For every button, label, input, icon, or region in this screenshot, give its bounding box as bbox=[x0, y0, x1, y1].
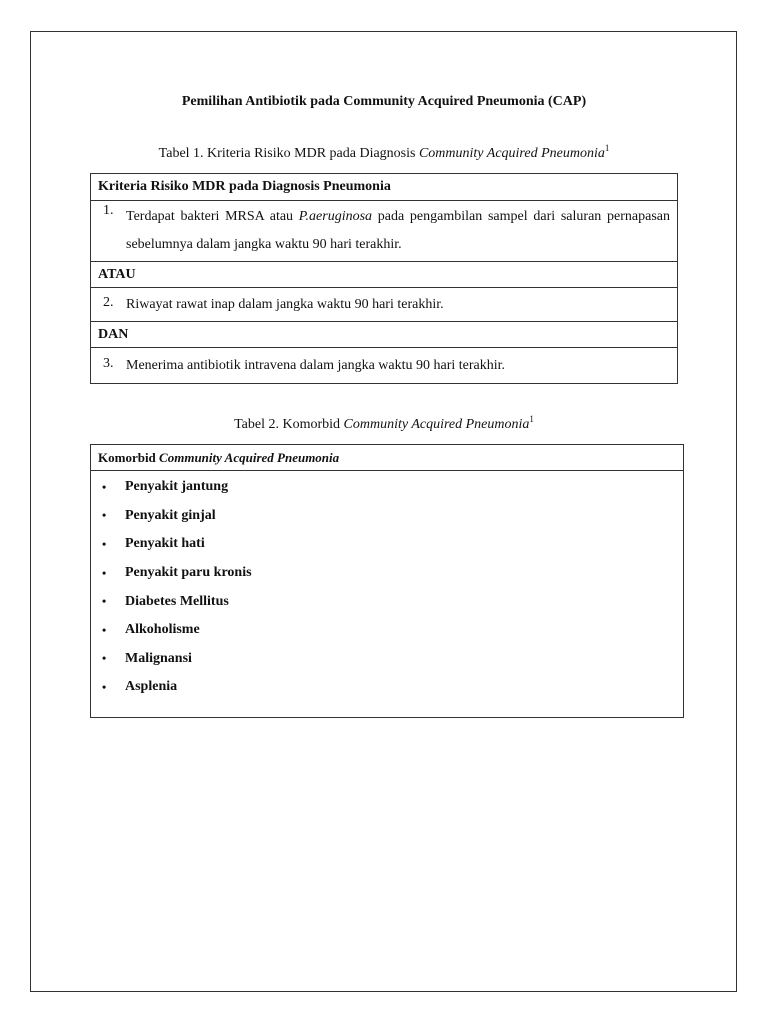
list-item bbox=[98, 645, 676, 674]
table1-row-1 bbox=[91, 201, 678, 262]
table1-caption-italic: Community Acquired Pneumonia bbox=[418, 146, 605, 161]
table2-caption-ref: 1 bbox=[529, 414, 534, 424]
item-text-after: pada pengambilan sampel dari saluran pernapasan sebelumnya dalam jangka waktu 90 hari terakhir. bbox=[126, 209, 670, 252]
list-item bbox=[98, 587, 676, 616]
list-item bbox=[98, 530, 676, 559]
item-number: 2. bbox=[103, 294, 114, 310]
list-item bbox=[98, 673, 676, 702]
bullet-icon: • bbox=[102, 679, 107, 694]
document-title: Pemilihan Antibiotik pada Community Acquired Pneumonia (CAP) bbox=[181, 94, 587, 109]
item-text-before: Terdapat bakteri MRSA atau bbox=[126, 209, 299, 224]
list-item bbox=[98, 616, 676, 645]
item-text-italic: P.aeruginosa bbox=[298, 209, 373, 224]
table2-caption-italic: Community Acquired Pneumonia bbox=[343, 417, 530, 432]
list-item-label: Malignansi bbox=[125, 650, 192, 666]
bullet-icon: • bbox=[102, 565, 107, 580]
list-item bbox=[98, 559, 676, 588]
item-number: 3. bbox=[103, 355, 114, 371]
conjunction-atau: ATAU bbox=[91, 262, 678, 288]
comorbidity-list bbox=[98, 471, 676, 702]
list-item-label: Penyakit paru kronis bbox=[125, 565, 252, 581]
list-item-label: Penyakit jantung bbox=[125, 479, 229, 495]
table1-row-2 bbox=[91, 288, 678, 322]
bullet-icon: • bbox=[102, 622, 107, 637]
item-number: 1. bbox=[103, 203, 114, 218]
mdr-risk-table bbox=[90, 173, 678, 384]
comorbidity-list-cell bbox=[91, 471, 684, 718]
table1-header: Kriteria Risiko MDR pada Diagnosis Pneumonia bbox=[91, 174, 678, 201]
table1-row-3 bbox=[91, 348, 678, 384]
table2-header-prefix: Komorbid bbox=[98, 449, 160, 465]
list-item bbox=[98, 502, 676, 531]
item-text: Riwayat rawat inap dalam jangka waktu 90 hari terakhir. bbox=[126, 296, 444, 312]
comorbidity-table bbox=[90, 444, 684, 718]
list-item bbox=[98, 473, 676, 502]
table2-caption-prefix: Tabel 2. Komorbid bbox=[234, 417, 344, 432]
item-text: Menerima antibiotik intravena dalam jangka waktu 90 hari terakhir. bbox=[126, 357, 506, 373]
bullet-icon: • bbox=[102, 651, 107, 666]
table2-header bbox=[91, 445, 684, 471]
conjunction-dan: DAN bbox=[91, 322, 678, 348]
table2-caption bbox=[0, 414, 768, 433]
list-item-label: Penyakit hati bbox=[125, 536, 205, 552]
table1-caption-prefix: Tabel 1. Kriteria Risiko MDR pada Diagnosis bbox=[158, 146, 419, 161]
bullet-icon: • bbox=[102, 536, 107, 551]
table1-caption-ref: 1 bbox=[604, 143, 610, 153]
list-item-label: Asplenia bbox=[125, 679, 178, 695]
bullet-icon: • bbox=[102, 594, 107, 609]
list-item-label: Alkoholisme bbox=[125, 622, 200, 638]
list-item-label: Penyakit ginjal bbox=[125, 507, 216, 523]
item-text bbox=[126, 203, 670, 259]
table2-header-italic: Community Acquired Pneumonia bbox=[159, 449, 340, 465]
bullet-icon: • bbox=[102, 479, 107, 494]
table1-caption bbox=[0, 143, 768, 162]
list-item-label: Diabetes Mellitus bbox=[125, 593, 229, 609]
bullet-icon: • bbox=[102, 508, 107, 523]
